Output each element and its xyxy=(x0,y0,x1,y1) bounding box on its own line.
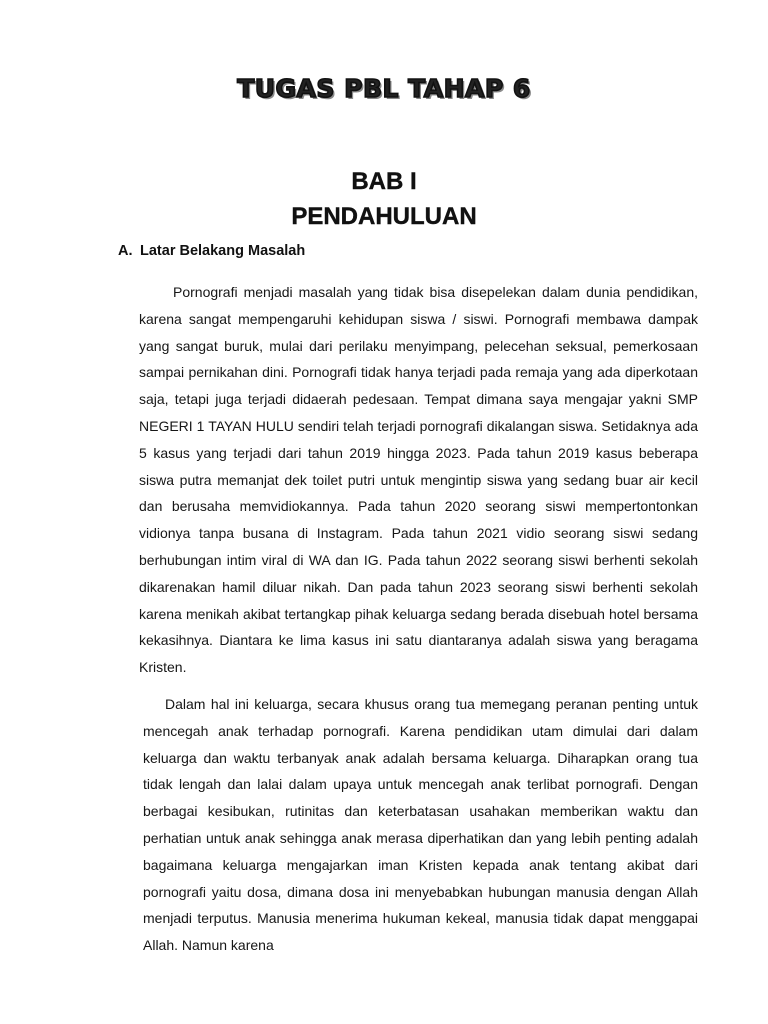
section-heading-text: Latar Belakang Masalah xyxy=(140,243,306,259)
body-paragraph: Dalam hal ini keluarga, secara khusus orang tua memegang peranan penting untuk mencegah anak terhadap pornografi. Karena pendidikan utam dimulai dari dalam keluarga dan waktu terbanyak anak adalah bersama keluarga. Diharapkan orang tua tidak lengah dan lalai dalam upaya untuk mencegah anak terlibat pornografi. Dengan berbagai kesibukan, rutinitas dan keterbatasan usahakan memberikan waktu dan perhatian untuk anak sehingga anak merasa diperhatikan dan yang lebih penting adalah bagaimana keluarga mengajarkan iman Kristen kepada anak tentang akibat dari pornografi yaitu dosa, dimana dosa ini menyebabkan hubungan manusia dengan Allah menjadi terputus. Manusia menerima hukuman kekeal, manusia tidak dapat menggapai Allah. Namun karena xyxy=(143,696,698,954)
section-heading xyxy=(118,243,305,259)
body-paragraph: Pornografi menjadi masalah yang tidak bisa disepelekan dalam dunia pendidikan, karena sangat mempengaruhi kehidupan siswa / siswi. Pornografi membawa dampak yang sangat buruk, mulai dari perilaku menyimpang, pelecehan seksual, pemerkosaan sampai pernikahan dini. Pornografi tidak hanya terjadi pada remaja yang ada diperkotaan saja, tetapi juga terjadi didaerah pedesaan. Tempat dimana saya mengajar yakni SMP NEGERI 1 TAYAN HULU sendiri telah terjadi pornografi dikalangan siswa. Setidaknya ada 5 kasus yang terjadi dari tahun 2019 hingga 2023. Pada tahun 2019 kasus beberapa siswa putra memanjat dek toilet putri untuk mengintip siswa yang sedang buar air kecil dan berusaha memvidiokannya. Pada tahun 2020 seorang siswi mempertontonkan vidionya tanpa busana di Instagram. Pada tahun 2021 vidio seorang siswi sedang berhubungan intim viral di WA dan IG. Pada tahun 2022 seorang siswi berhenti sekolah dikarenakan hamil diluar nikah. Dan pada tahun 2023 seorang siswi berhenti sekolah karena menikah akibat tertangkap pihak keluarga sedang berada disebuah hotel bersama kekasihnya. Diantara ke lima kasus ini satu diantaranya adalah siswa yang beragama Kristen. xyxy=(139,284,698,676)
section-letter: A. xyxy=(118,243,133,259)
document-title: TUGAS PBL TAHAP 6 xyxy=(237,74,531,103)
chapter-number: BAB I xyxy=(351,168,417,195)
chapter-title: PENDAHULUAN xyxy=(291,203,477,230)
